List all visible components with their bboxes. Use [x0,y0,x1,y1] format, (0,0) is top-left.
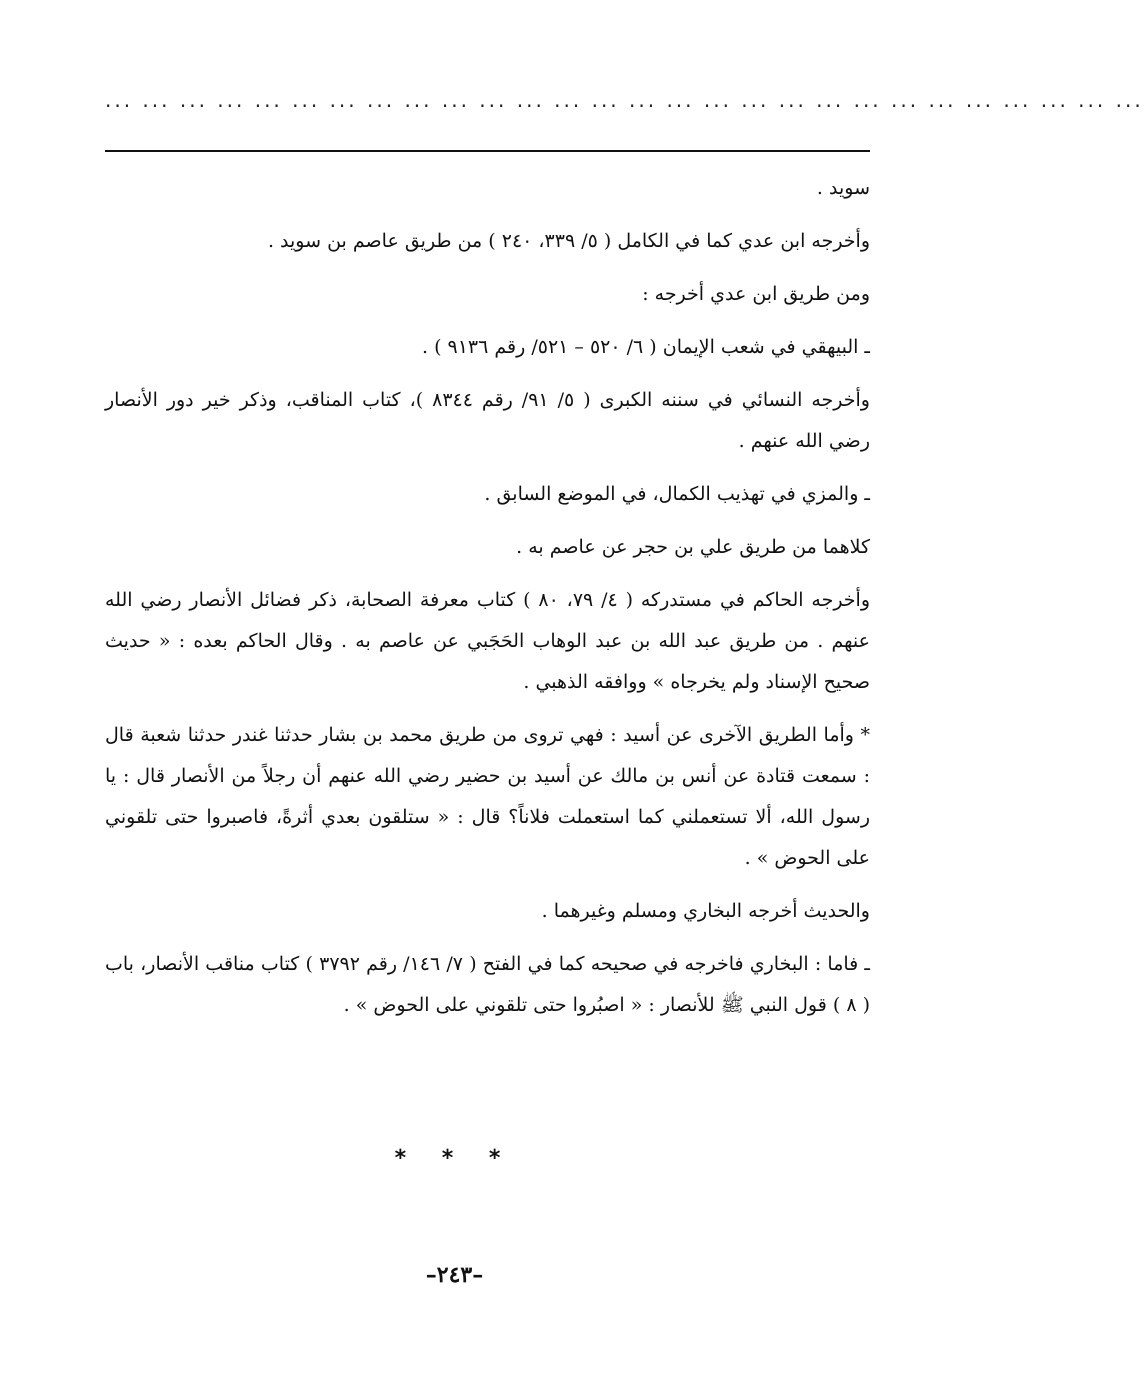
paragraph-6: ـ والمزي في تهذيب الكمال، في الموضع السابق . [484,483,870,505]
header-rule [105,150,870,152]
header-dots: ... ... ... ... ... ... ... ... ... ... ... ... ... ... ... ... ... ... ... ... ... ... ... ... ... ... ... ... [105,88,1144,112]
paragraph-8: وأخرجه الحاكم في مستدركه ( ٤/ ٧٩، ٨٠ ) كتاب معرفة الصحابة، ذكر فضائل الأنصار رضي الله عنهم . من طريق عبد الله بن عبد الوهاب الحَجَبي عن عاصم به . وقال الحاكم بعده : « حديث صحيح الإسناد ولم يخرجاه » ووافقه الذهبي . [105,589,871,693]
paragraph-11: ـ فاما : البخاري فاخرجه في صحيحه كما في الفتح ( ٧/ ١٤٦/ رقم ٣٧٩٢ ) كتاب مناقب الأنصار، باب ( ٨ ) قول النبي ﷺ للأنصار : « اصبُروا حتى تلقوني على الحوض » . [105,953,870,1016]
paragraph-7: كلاهما من طريق علي بن حجر عن عاصم به . [516,536,870,558]
paragraph-10: والحديث أخرجه البخاري ومسلم وغيرهما . [541,900,870,922]
paragraph-4: ـ البيهقي في شعب الإيمان ( ٦/ ٥٢٠ – ٥٢١/ رقم ٩١٣٦ ) . [421,336,870,358]
paragraph-2: وأخرجه ابن عدي كما في الكامل ( ٥/ ٣٣٩، ٢٤٠ ) من طريق عاصم بن سويد . [267,230,870,252]
section-separator: * * * [394,1146,515,1171]
paragraph-9: * وأما الطريق الآخرى عن أسيد : فهي تروى من طريق محمد بن بشار حدثنا غندر حدثنا شعبة قال : سمعت قتادة عن أنس بن مالك عن أسيد بن حضير رضي الله عنهم أن رجلاً من الأنصار قال : يا رسول الله، ألا تستعملني كما استعملت فلاناً؟ قال : « ستلقون بعدي أثرةً، فاصبروا حتى تلقوني على الحوض » . [105,724,870,869]
page-number: –٢٤٣– [425,1262,484,1288]
paragraph-1: سويد . [816,177,870,199]
page-body [105,168,870,1038]
paragraph-3: ومن طريق ابن عدي أخرجه : [642,283,870,305]
paragraph-5: وأخرجه النسائي في سننه الكبرى ( ٥/ ٩١/ رقم ٨٣٤٤ )، كتاب المناقب، وذكر خير دور الأنصار رضي الله عنهم . [105,389,870,452]
